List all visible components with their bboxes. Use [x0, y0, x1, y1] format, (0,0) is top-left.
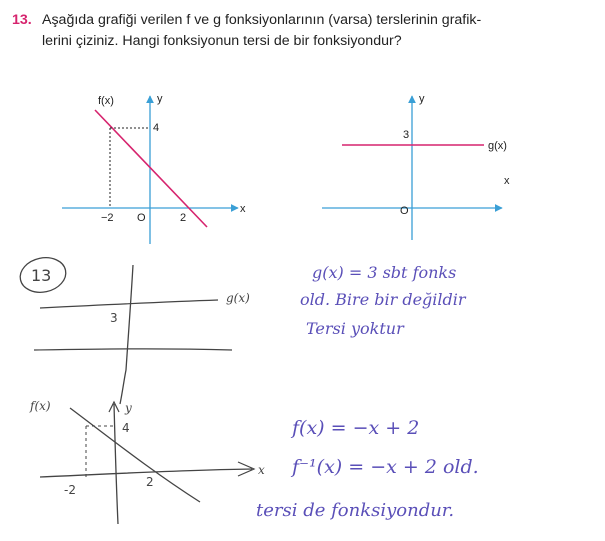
- question-line1-text: Aşağıda grafiği verilen f ve g fonksiyonlarının (varsa) terslerinin grafik-: [42, 12, 482, 28]
- graph-g-func-label: g(x): [488, 140, 507, 152]
- f-sketch-tick2: 2: [146, 475, 154, 489]
- graph-g-origin: O: [400, 205, 409, 217]
- graph-g-y-label: y: [419, 93, 425, 105]
- graph-f-x-tick-pos: 2: [180, 212, 187, 224]
- graph-f-x-label: x: [240, 203, 246, 215]
- graph-f-y-label: y: [157, 93, 163, 105]
- question-line-2: lerini çiziniz. Hangi fonksiyonun tersi de bir fonksiyondur?: [42, 33, 402, 49]
- g-sketch-line-lower: [34, 349, 232, 350]
- g-sketch-line-y3: [40, 300, 218, 308]
- g-sketch-tick: 3: [110, 311, 118, 325]
- f-sketch-line: [70, 408, 200, 502]
- equation-f-inverse: f⁻¹(x) = −x + 2 old.: [292, 456, 479, 478]
- g-sketch-label: g(x): [226, 291, 250, 305]
- graph-f: [62, 93, 246, 244]
- graph-f-y-tick: 4: [153, 122, 160, 134]
- handwritten-work: [17, 254, 479, 524]
- note-line-2: old. Bire bir değildir: [300, 290, 466, 309]
- circled-number: 13: [31, 266, 52, 285]
- f-sketch-label: f(x): [30, 399, 51, 413]
- graph-f-x-tick-neg: −2: [101, 212, 114, 224]
- g-sketch-vertical-axis: [120, 265, 133, 404]
- note-line-3: Tersi yoktur: [306, 319, 404, 338]
- graph-g-y-tick: 3: [403, 129, 410, 141]
- f-sketch-y-axis: [114, 404, 118, 524]
- graph-g-x-label: x: [504, 175, 510, 187]
- equation-f: f(x) = −x + 2: [292, 417, 420, 439]
- question-number: 13.: [12, 12, 32, 28]
- conclusion-note: tersi de fonksiyondur.: [256, 500, 455, 521]
- graph-g: [322, 93, 510, 240]
- graph-f-origin: O: [137, 212, 146, 224]
- f-sketch-tick4: 4: [122, 421, 130, 435]
- note-line-1: g(x) = 3 sbt fonks: [312, 263, 457, 282]
- graph-f-func-label: f(x): [98, 95, 114, 107]
- f-sketch-x-label: x: [258, 463, 265, 477]
- f-sketch-tickneg2: -2: [64, 483, 76, 497]
- f-sketch-y-label: y: [125, 401, 132, 415]
